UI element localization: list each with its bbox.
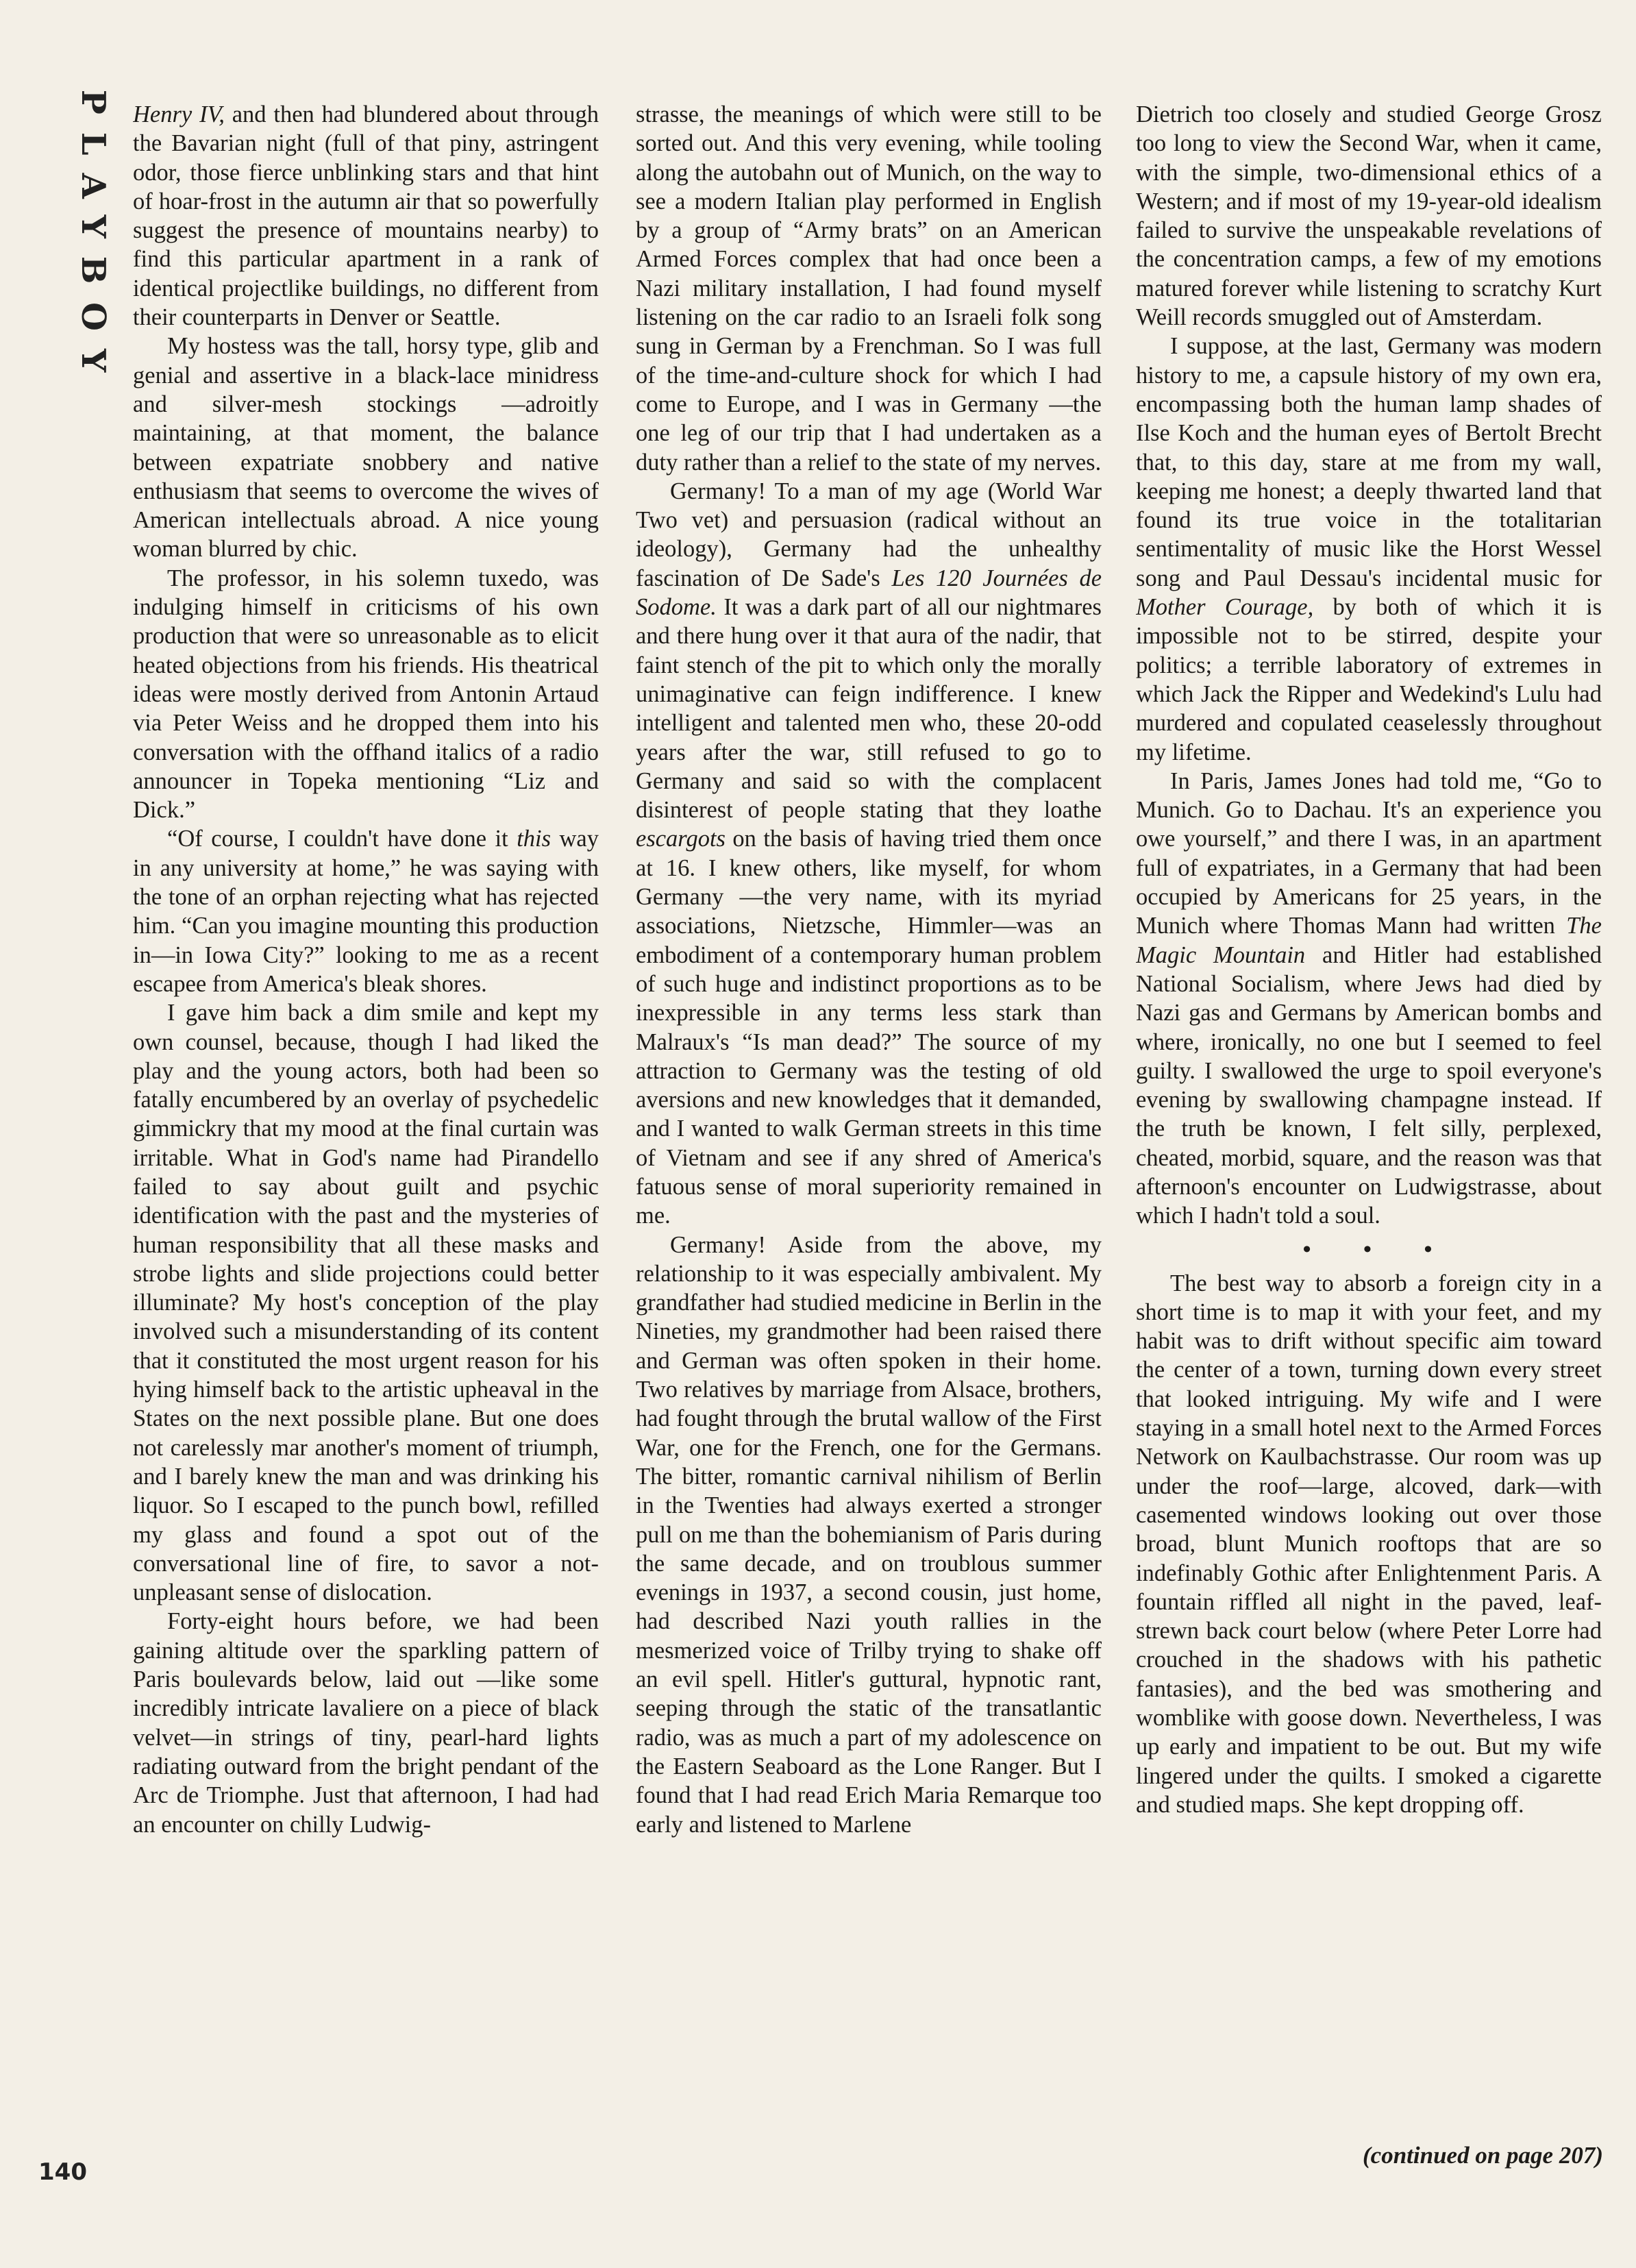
text-column-2: [636, 100, 1102, 2197]
paragraph: Forty-eight hours before, we had been gaining altitude over the sparkling pattern of Paris boulevards below, laid out —like some incredibly intricate lavaliere on a piece of black velvet—in strings of tiny, pearl-hard lights radiating outward from the bright pendant of the Arc de Triomphe. Just that afternoon, I had had an encounter on chilly Ludwig-: [133, 1608, 599, 1838]
paragraph: I gave him back a dim smile and kept my own counsel, because, though I had liked the play and the young actors, both had been so fatally encumbered by an overlay of psychedelic gimmickry that my mood at the final curtain was irritable. What in God's name had Pirandello failed to say about guilt and psychic identification with the past and the mysteries of human responsibility that all these masks and strobe lights and slide projections could better illuminate? My host's conception of the play involved such a misunderstanding of its content that it constituted the most urgent reason for his hying himself back to the artistic upheaval in the States on the next possible plane. But one does not carelessly mar another's moment of triumph, and I barely knew the man and was drinking his liquor. So I escaped to the punch bowl, refilled my glass and found a spot out of the conversational line of fire, to savor a not-unpleasant sense of dislocation.: [133, 1000, 599, 1606]
text-column-1: [133, 100, 599, 2197]
text-column-3: [1136, 100, 1602, 2197]
continued-note: (continued on page 207): [1363, 2142, 1603, 2169]
paragraph: The professor, in his solemn tuxedo, was indulging himself in criticisms of his own production that were so unreasonable as to elicit heated objections from his friends. His theatrical ideas were mostly derived from Antonin Artaud via Peter Weiss and he dropped them into his conversation with the offhand italics of a radio announcer in Topeka mentioning “Liz and Dick.”: [133, 565, 599, 824]
paragraph: The best way to absorb a foreign city in a short time is to map it with your feet, and my habit was to drift without specific aim toward the center of a town, turning down every street that looked intriguing. My wife and I were staying in a small hotel next to the Armed Forces Network on Kaulbachstrasse. Our room was up under the roof—large, alcoved, dark—with casemented windows looking out over those broad, blunt Munich rooftops that are so indefinably Gothic after Enlightenment Paris. A fountain riffled all night in the paved, leaf-strewn back court below (where Peter Lorre had crouched in the shadows with his pathetic fantasies), and the bed was smothering and womblike with goose down. Nevertheless, I was up early and impatient to be out. But my wife lingered under the quilts. I smoked a cigarette and studied maps. She kept dropping off.: [1136, 1270, 1602, 1818]
masthead-text: PLAYBOY: [74, 89, 112, 391]
magazine-masthead: [73, 89, 114, 391]
paragraph: Henry IV, and then had blundered about through the Bavarian night (full of that piny, astringent odor, those fierce unblinking stars and that hint of hoar-frost in the autumn air that so powerfully suggest the presence of mountains nearby) to find this particular apartment in a rank of identical projectlike buildings, no different from their counterparts in Denver or Seattle.: [133, 101, 599, 331]
paragraph: I suppose, at the last, Germany was modern history to me, a capsule history of my own era, encompassing both the human lamp shades of Ilse Koch and the human eyes of Bertolt Brecht that, to this day, stare at me from my wall, keeping me honest; a deeply thwarted land that found its true voice in the totalitarian sentimentality of music like the Horst Wessel song and Paul Dessau's incidental music for Mother Courage, by both of which it is impossible not to be stirred, despite your politics; a terrible laboratory of extremes in which Jack the Ripper and Wedekind's Lulu had murdered and copulated ceaselessly throughout my lifetime.: [1136, 333, 1602, 765]
paragraph: strasse, the meanings of which were still to be sorted out. And this very evening, while tooling along the autobahn out of Munich, on the way to see a modern Italian play performed in English by a group of “Army brats” on an American Armed Forces complex that had once been a Nazi military installation, I had found myself listening on the car radio to an Israeli folk song sung in German by a Frenchman. So I was full of the time-and-culture shock for which I had come to Europe, and I was in Germany —the one leg of our trip that I had undertaken as a duty rather than a relief to the state of my nerves.: [636, 101, 1102, 476]
paragraph: Dietrich too closely and studied George Grosz too long to view the Second War, when it came, with the simple, two-dimensional ethics of a Western; and if most of my 19-year-old idealism failed to survive the unspeakable revelations of the concentration camps, a few of my emotions matured forever while listening to scratchy Kurt Weill records smuggled out of Amsterdam.: [1136, 101, 1602, 331]
page-number: 140: [38, 2158, 87, 2186]
paragraph: Germany! Aside from the above, my relationship to it was especially ambivalent. My grandfather had studied medicine in Berlin in the Nineties, my grandmother had been raised there and German was often spoken in their home. Two relatives by marriage from Alsace, brothers, had fought through the brutal wallow of the First War, one for the French, one for the Germans. The bitter, romantic carnival nihilism of Berlin in the Twenties had always exerted a stronger pull on me than the bohemianism of Paris during the same decade, and on troublous summer evenings in 1937, a second cousin, just home, had described Nazi youth rallies in the mesmerized voice of Trilby trying to shake off an evil spell. Hitler's guttural, hypnotic rant, seeping through the static of the transatlantic radio, was as much a part of my adolescence on the Eastern Seaboard as the Lone Ranger. But I found that I had read Erich Maria Remarque too early and listened to Marlene: [636, 1231, 1102, 1838]
paragraph: “Of course, I couldn't have done it this way in any university at home,” he was saying with the tone of an orphan rejecting what has rejected him. “Can you imagine mounting this production in—in Iowa City?” looking to me as a recent escapee from America's bleak shores.: [133, 826, 599, 997]
paragraph: In Paris, James Jones had told me, “Go to Munich. Go to Dachau. It's an experience you owe yourself,” and there I was, in an apartment full of expatriates, in a Germany that had been occupied by Americans for 25 years, in the Munich where Thomas Mann had written The Magic Mountain and Hitler had established National Socialism, where Jews had died by Nazi gas and Germans by American bombs and where, ironically, no one but I seemed to feel guilty. I swallowed the urge to spoil everyone's evening by swallowing champagne instead. If the truth be known, I felt silly, perplexed, cheated, morbid, square, and the reason was that afternoon's encounter on Ludwigstrasse, about which I hadn't told a soul.: [1136, 767, 1602, 1229]
paragraph: My hostess was the tall, horsy type, glib and genial and assertive in a black-lace minidress and silver-mesh stockings —adroitly maintaining, at that moment, the balance between expatriate snobbery and native enthusiasm that seems to overcome the wives of American intellectuals abroad. A nice young woman blurred by chic.: [133, 333, 599, 563]
section-break: • • •: [1302, 1236, 1456, 1262]
paragraph: Germany! To a man of my age (World War Two vet) and persuasion (radical without an ideology), Germany had the unhealthy fascination of De Sade's Les 120 Journées de Sodome. It was a dark part of all our nightmares and there hung over it that aura of the nadir, that faint stench of the pit to which only the morally unimaginative can feign indifference. I knew intelligent and talented men who, these 20-odd years after the war, still refused to go to Germany and said so with the complacent disinterest of people stating that they loathe escargots on the basis of having tried them once at 16. I knew others, like myself, for whom Germany —the very name, with its myriad associations, Nietzsche, Himmler—was an embodiment of a contemporary human problem of such huge and indistinct proportions as to be inexpressible in any terms less stark than Malraux's “Is man dead?” The source of my attraction to Germany was the testing of old aversions and new knowledges that it demanded, and I wanted to walk German streets in this time of Vietnam and see if any shred of America's fatuous sense of moral superiority remained in me.: [636, 478, 1102, 1229]
